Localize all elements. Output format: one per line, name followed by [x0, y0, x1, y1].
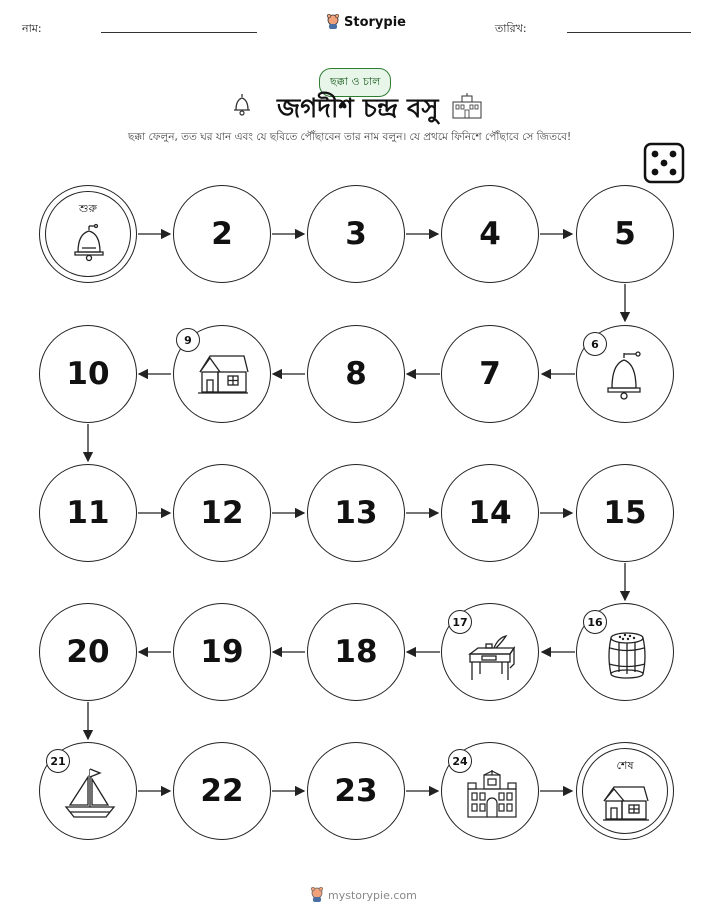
- board-cell-19[interactable]: 19: [173, 603, 271, 701]
- board-cell-14[interactable]: 14: [441, 464, 539, 562]
- name-label: নাম:: [22, 22, 42, 35]
- board-cell-4[interactable]: 4: [441, 185, 539, 283]
- house-icon: [196, 352, 250, 396]
- date-label: তারিখ:: [495, 22, 527, 35]
- board-cell-13[interactable]: 13: [307, 464, 405, 562]
- board-cell-10[interactable]: 10: [39, 325, 137, 423]
- game-badge: ছক্কা ও চাল: [319, 68, 391, 97]
- board-cell-3[interactable]: 3: [307, 185, 405, 283]
- house-icon: [602, 783, 650, 823]
- cell-number: 24: [448, 749, 472, 773]
- board-cell-21[interactable]: [39, 742, 137, 840]
- barrel-icon: [605, 630, 649, 680]
- sailboat-icon: [62, 765, 118, 821]
- board-cell-18[interactable]: 18: [307, 603, 405, 701]
- board-cell-16[interactable]: [576, 603, 674, 701]
- storypie-mascot-icon: [310, 887, 324, 903]
- board-cell-2[interactable]: 2: [173, 185, 271, 283]
- board-cell-9[interactable]: [173, 325, 271, 423]
- board-cell-5[interactable]: 5: [576, 185, 674, 283]
- board-cell-20[interactable]: 20: [39, 603, 137, 701]
- cell-number: 17: [448, 610, 472, 634]
- cell-number: 9: [176, 328, 200, 352]
- board-cell-15[interactable]: 15: [576, 464, 674, 562]
- bell-icon: [604, 350, 650, 400]
- start-label: শুরু: [79, 202, 97, 215]
- palace-icon: [464, 769, 520, 819]
- board-cell-7[interactable]: 7: [441, 325, 539, 423]
- bell-icon: [69, 222, 109, 262]
- instructions: ছক্কা ফেলুন, তত ঘর যান এবং যে ছবিতে পৌঁছাবেন তার নাম বলুন। যে প্রথমে ফিনিশে পৌঁছাবে সে জিতবে!: [128, 131, 572, 143]
- board-cell-end[interactable]: [576, 742, 674, 840]
- board-cell-22[interactable]: 22: [173, 742, 271, 840]
- desk-icon: [466, 634, 518, 682]
- board-cell-8[interactable]: 8: [307, 325, 405, 423]
- brand-name: Storypie: [344, 14, 406, 30]
- footer-url[interactable]: mystorypie.com: [328, 888, 417, 902]
- board-cell-start[interactable]: [39, 185, 137, 283]
- end-label: শেষ: [616, 759, 634, 772]
- board-cell-17[interactable]: [441, 603, 539, 701]
- cell-number: 6: [583, 332, 607, 356]
- board-cell-6[interactable]: [576, 325, 674, 423]
- board-cell-24[interactable]: [441, 742, 539, 840]
- footer: [310, 887, 417, 903]
- board-cell-12[interactable]: 12: [173, 464, 271, 562]
- cell-number: 16: [583, 610, 607, 634]
- cell-number: 21: [46, 749, 70, 773]
- board-cell-11[interactable]: 11: [39, 464, 137, 562]
- page-title: জগদীশ চন্দ্র বসু: [277, 94, 439, 124]
- board-cell-23[interactable]: 23: [307, 742, 405, 840]
